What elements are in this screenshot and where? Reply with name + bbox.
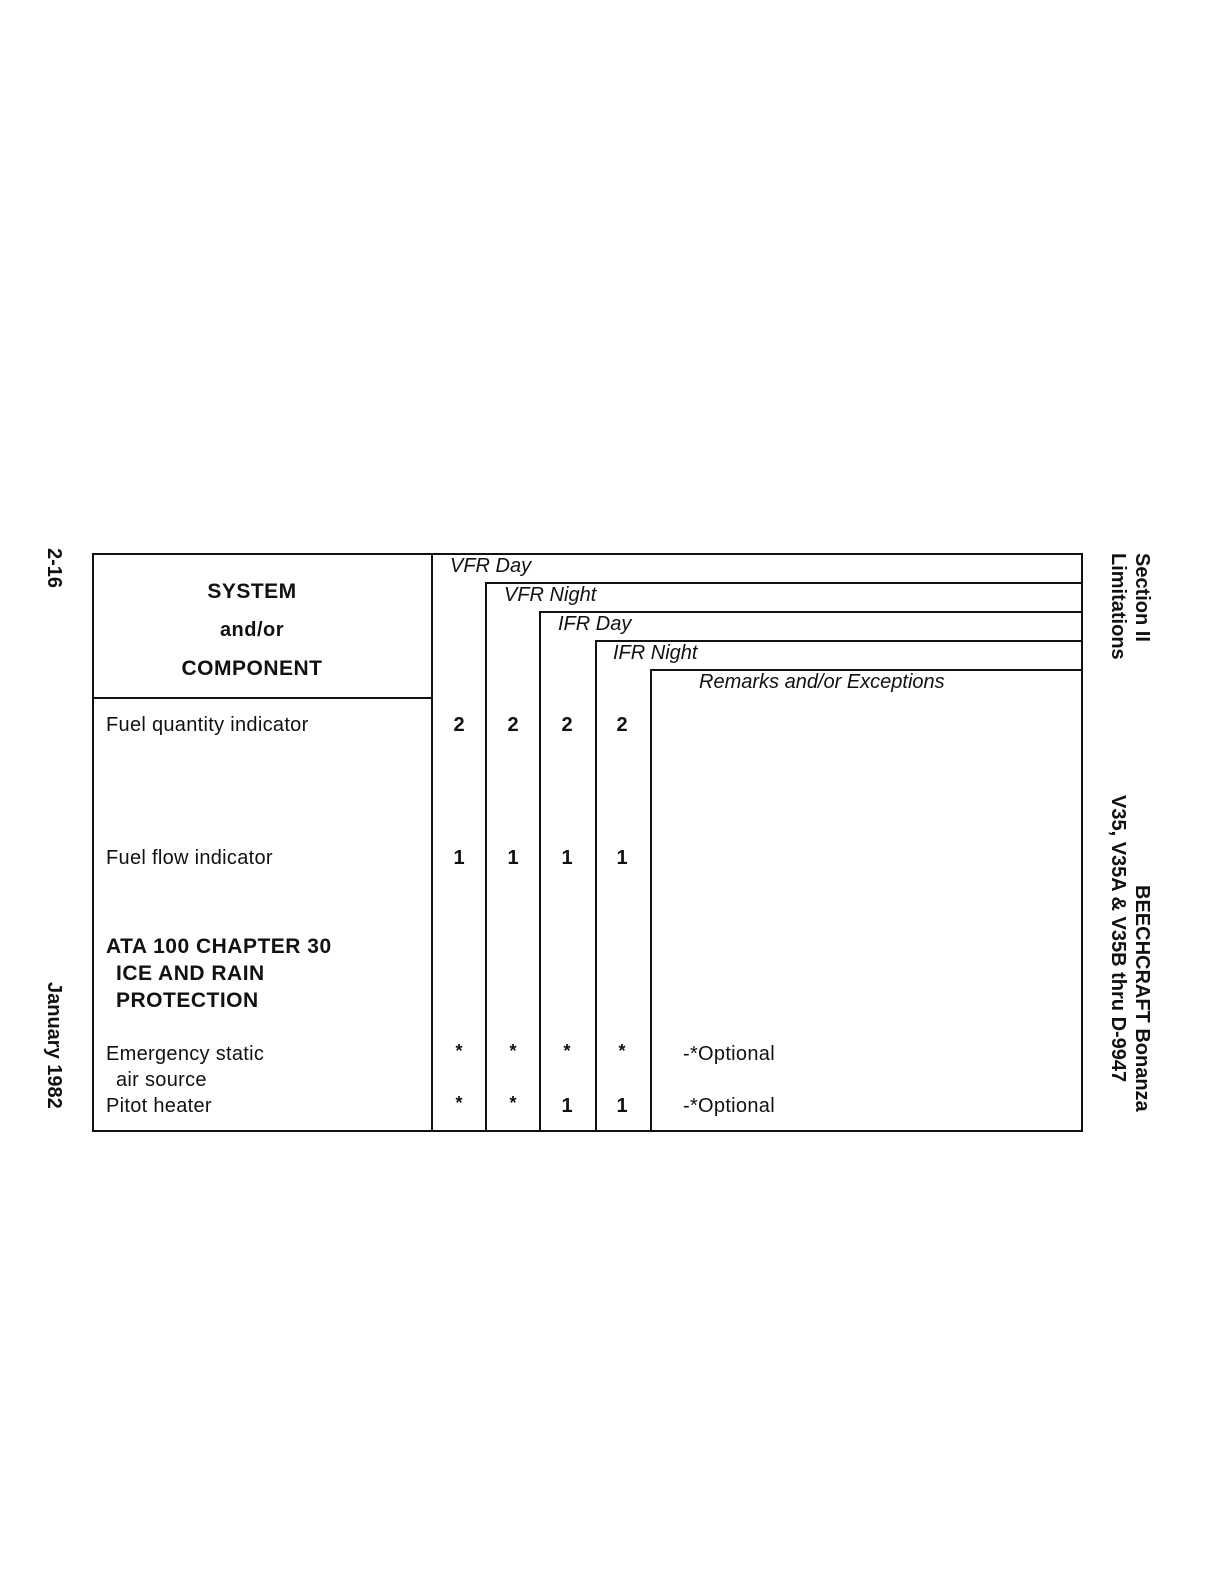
cell-fuel-flow-ifr-night: 1	[616, 847, 628, 869]
cell-emergency-static-ifr-night: *	[618, 1041, 626, 1061]
chapter-heading-line-1: ATA 100 CHAPTER 30	[106, 935, 332, 958]
header-system: SYSTEM	[207, 580, 297, 603]
col-header-remarks: Remarks and/or Exceptions	[699, 671, 945, 693]
col-header-vfr-day: VFR Day	[450, 555, 532, 577]
cell-pitot-heater-vfr-day: *	[455, 1093, 463, 1113]
remark-emergency-static: -*Optional	[683, 1043, 775, 1065]
cell-fuel-quantity-vfr-day: 2	[453, 714, 465, 736]
cell-emergency-static-ifr-day: *	[563, 1041, 571, 1061]
page-number: 2-16	[43, 548, 65, 589]
section-label: Section II	[1131, 553, 1153, 642]
cell-fuel-flow-ifr-day: 1	[561, 847, 573, 869]
col-header-ifr-day: IFR Day	[558, 613, 632, 635]
cell-fuel-flow-vfr-day: 1	[453, 847, 465, 869]
col-header-ifr-night: IFR Night	[613, 642, 698, 664]
row-label-pitot-heater: Pitot heater	[106, 1095, 212, 1117]
col-divider-remarks	[650, 670, 652, 1132]
page-date: January 1982	[43, 982, 65, 1109]
col-divider-vfr-night	[485, 583, 487, 1132]
aircraft-title: BEECHCRAFT Bonanza	[1131, 885, 1153, 1112]
col-divider-ifr-day	[539, 612, 541, 1132]
row-label-fuel-quantity: Fuel quantity indicator	[106, 714, 309, 736]
cell-pitot-heater-ifr-night: 1	[616, 1095, 628, 1117]
cell-emergency-static-vfr-night: *	[509, 1041, 517, 1061]
cell-pitot-heater-ifr-day: 1	[561, 1095, 573, 1117]
section-title: Limitations	[1107, 553, 1129, 660]
cell-fuel-quantity-ifr-day: 2	[561, 714, 573, 736]
cell-pitot-heater-vfr-night: *	[509, 1093, 517, 1113]
cell-fuel-quantity-vfr-night: 2	[507, 714, 519, 736]
header-component: COMPONENT	[181, 657, 323, 680]
system-header-divider	[92, 697, 432, 699]
row-label-fuel-flow: Fuel flow indicator	[106, 847, 273, 869]
cell-fuel-quantity-ifr-night: 2	[616, 714, 628, 736]
aircraft-models: V35, V35A & V35B thru D-9947	[1107, 795, 1129, 1083]
cell-emergency-static-vfr-day: *	[455, 1041, 463, 1061]
col-divider-system	[431, 553, 433, 1132]
chapter-heading-line-3: PROTECTION	[116, 989, 259, 1012]
remark-pitot-heater: -*Optional	[683, 1095, 775, 1117]
row-label-emergency-static: Emergency static	[106, 1043, 265, 1065]
row-label-emergency-static-cont: air source	[116, 1069, 207, 1091]
col-header-vfr-night: VFR Night	[504, 584, 597, 606]
col-divider-ifr-night	[595, 641, 597, 1132]
header-and-or: and/or	[219, 619, 285, 641]
cell-fuel-flow-vfr-night: 1	[507, 847, 519, 869]
chapter-heading-line-2: ICE AND RAIN	[116, 962, 265, 985]
